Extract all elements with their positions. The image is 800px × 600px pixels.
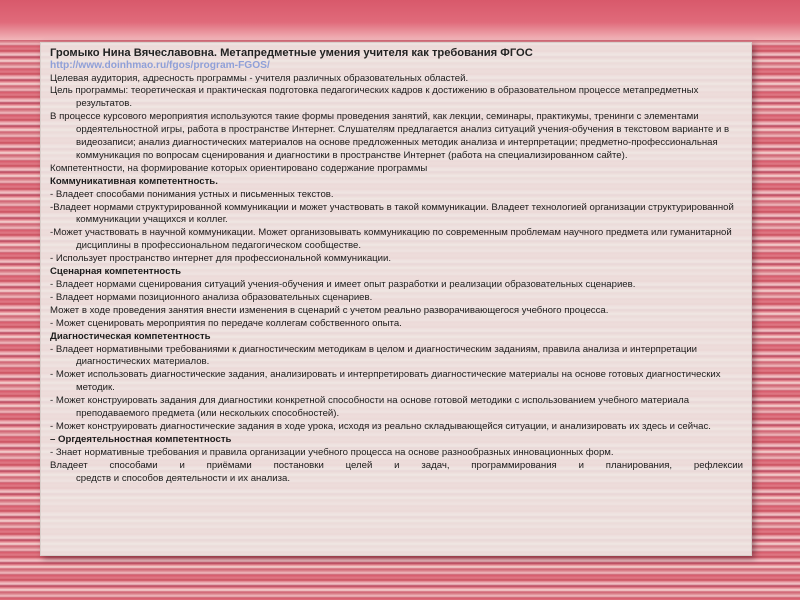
top-background-band bbox=[0, 0, 800, 40]
course-forms: В процессе курсового мероприятия используются такие формы проведения занятий, как лекции, семинары, практикумы, тренинги с элементами ордеятельностной игры, работа в пространстве Интернет. Слушателям предлагается анализ ситуаций учения-обучения в текстовом варианте и в видеозаписи; анализ диагностических материалов на основе предложенных методик анализа и интерпретации; предметно-профессиональная коммуникация по вопросам сценирования и диагностики в пространстве Интернет (работа на специализированном сайте). bbox=[50, 111, 730, 161]
section-orgactivity: – Оргдеятельностная компетентность bbox=[50, 433, 232, 445]
list-item: Владеет способами и приёмами постановки целей и задач, программирования и планирования, рефлексии bbox=[50, 459, 743, 471]
list-item: - Может конструировать диагностические задания в ходе урока, исходя из реально складывающейся ситуации, и анализировать их здесь и сейчас. bbox=[50, 420, 711, 432]
list-item: - Может сценировать мероприятия по передаче коллегам собственного опыта. bbox=[50, 317, 402, 329]
list-item: - Может использовать диагностические задания, анализировать и интерпретировать диагностические материалы на основе готовых диагностических методик. bbox=[50, 369, 721, 394]
program-goal: Цель программы: теоретическая и практическая подготовка педагогических кадров к достижению в образовательном процессе метапредметных результатов. bbox=[50, 85, 699, 110]
list-item: Может в ходе проведения занятия внести изменения в сценарий с учетом реально разворачивающегося учебного процесса. bbox=[50, 304, 609, 316]
list-item: - Знает нормативные требования и правила организации учебного процесса на основе разнообразных инновационных форм. bbox=[50, 446, 614, 458]
content-panel bbox=[40, 42, 752, 556]
program-link[interactable]: http://www.doinhmao.ru/fgos/program-FGOS/ bbox=[50, 60, 270, 71]
list-item: -Владеет нормами структурированной коммуникации и может участвовать в такой коммуникации. Владеет технологией организации структурированной коммуникации учащихся и коллег. bbox=[50, 201, 734, 226]
section-scenario: Сценарная компетентность bbox=[50, 266, 182, 278]
slide-title: Громыко Нина Вячеславовна. Метапредметные умения учителя как требования ФГОС bbox=[50, 47, 533, 59]
competencies-intro: Компетентности, на формирование которых ориентировано содержание программы bbox=[50, 162, 428, 174]
list-item: - Владеет способами понимания устных и письменных текстов. bbox=[50, 188, 334, 200]
list-item: - Использует пространство интернет для профессиональной коммуникации. bbox=[50, 253, 392, 265]
list-item: - Может конструировать задания для диагностики конкретной способности на основе готовой методики с использованием учебного материала преподаваемого предмета (или нескольких способностей). bbox=[50, 395, 690, 420]
section-diagnostic: Диагностическая компетентность bbox=[50, 330, 211, 342]
list-item-continuation: средств и способов деятельности и их анализа. bbox=[76, 472, 291, 484]
list-item: - Владеет нормами позиционного анализа образовательных сценариев. bbox=[50, 291, 373, 303]
target-audience: Целевая аудитория, адресность программы - учителя различных образовательных областей. bbox=[50, 72, 469, 84]
section-communicative: Коммуникативная компетентность. bbox=[50, 175, 218, 187]
list-item: - Владеет нормами сценирования ситуаций учения-обучения и имеет опыт разработки и реализации образовательных сценариев. bbox=[50, 279, 636, 290]
list-item: -Может участвовать в научной коммуникации. Может организовывать коммуникацию по современным проблемам научного предмета или гуманитарной дисциплины в профессиональном педагогическом сообществе. bbox=[50, 227, 732, 252]
list-item: - Владеет нормативными требованиями к диагностическим методикам в целом и диагностическим заданиям, правила анализа и интерпретации диагностических материалов. bbox=[50, 343, 698, 368]
